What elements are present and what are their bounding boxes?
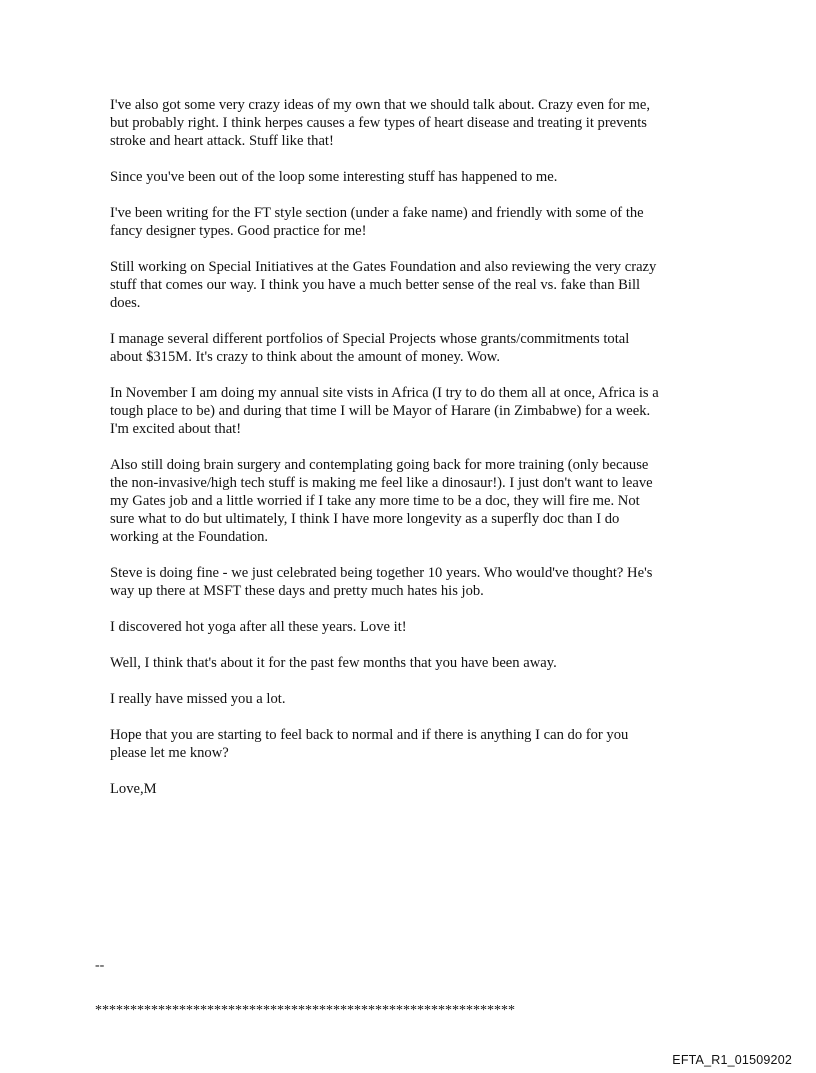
paragraph-out-of-loop: Since you've been out of the loop some interesting stuff has happened to me.	[110, 169, 558, 185]
signature-separator	[95, 928, 515, 1048]
paragraph-portfolios: I manage several different portfolios of Special Projects whose grants/commitments total about $315M. It's crazy to think about the amount of money. Wow.	[110, 331, 630, 365]
paragraph-crazy-ideas: I've also got some very crazy ideas of my own that we should talk about. Crazy even for me, but probably right. I think herpes causes a few types of heart disease and treating it prevents stroke and heart attack. Stuff like that!	[110, 97, 651, 149]
paragraph-gates-foundation: Still working on Special Initiatives at the Gates Foundation and also reviewing the very crazy stuff that comes our way. I think you have a much better sense of the real vs. fake than Bill does.	[110, 259, 657, 311]
paragraph-hot-yoga: I discovered hot yoga after all these years. Love it!	[110, 619, 407, 635]
paragraph-missed-you: I really have missed you a lot.	[110, 691, 286, 707]
document-id-stamp: EFTA_R1_01509202	[672, 1053, 792, 1067]
paragraph-brain-surgery: Also still doing brain surgery and contemplating going back for more training (only because the non-invasive/high tech stuff is making me feel like a dinosaur!). I just don't want to leave my Gates job and a little worried if I take any more time to be a doc, they will fire me. Not sure what to do but ultimately, I think I have more longevity as a superfly doc than I do working at the Foundation.	[110, 457, 653, 545]
separator-dashes: --	[95, 958, 105, 973]
paragraph-steve: Steve is doing fine - we just celebrated being together 10 years. Who would've thought? He's way up there at MSFT these days and pretty much hates his job.	[110, 565, 653, 599]
paragraph-africa-visits: In November I am doing my annual site vists in Africa (I try to do them all at once, Africa is a tough place to be) and during that time I will be Mayor of Harare (in Zimbabwe) for a week. I'm excited about that!	[110, 385, 659, 437]
paragraph-ft-writing: I've been writing for the FT style section (under a fake name) and friendly with some of the fancy designer types. Good practice for me!	[110, 205, 644, 239]
letter-body	[110, 96, 715, 798]
signoff: Love,M	[110, 781, 157, 797]
paragraph-hope: Hope that you are starting to feel back to normal and if there is anything I can do for you please let me know?	[110, 727, 629, 761]
paragraph-wrap-up: Well, I think that's about it for the past few months that you have been away.	[110, 655, 557, 671]
separator-stars: ************************************************************	[95, 1003, 515, 1018]
